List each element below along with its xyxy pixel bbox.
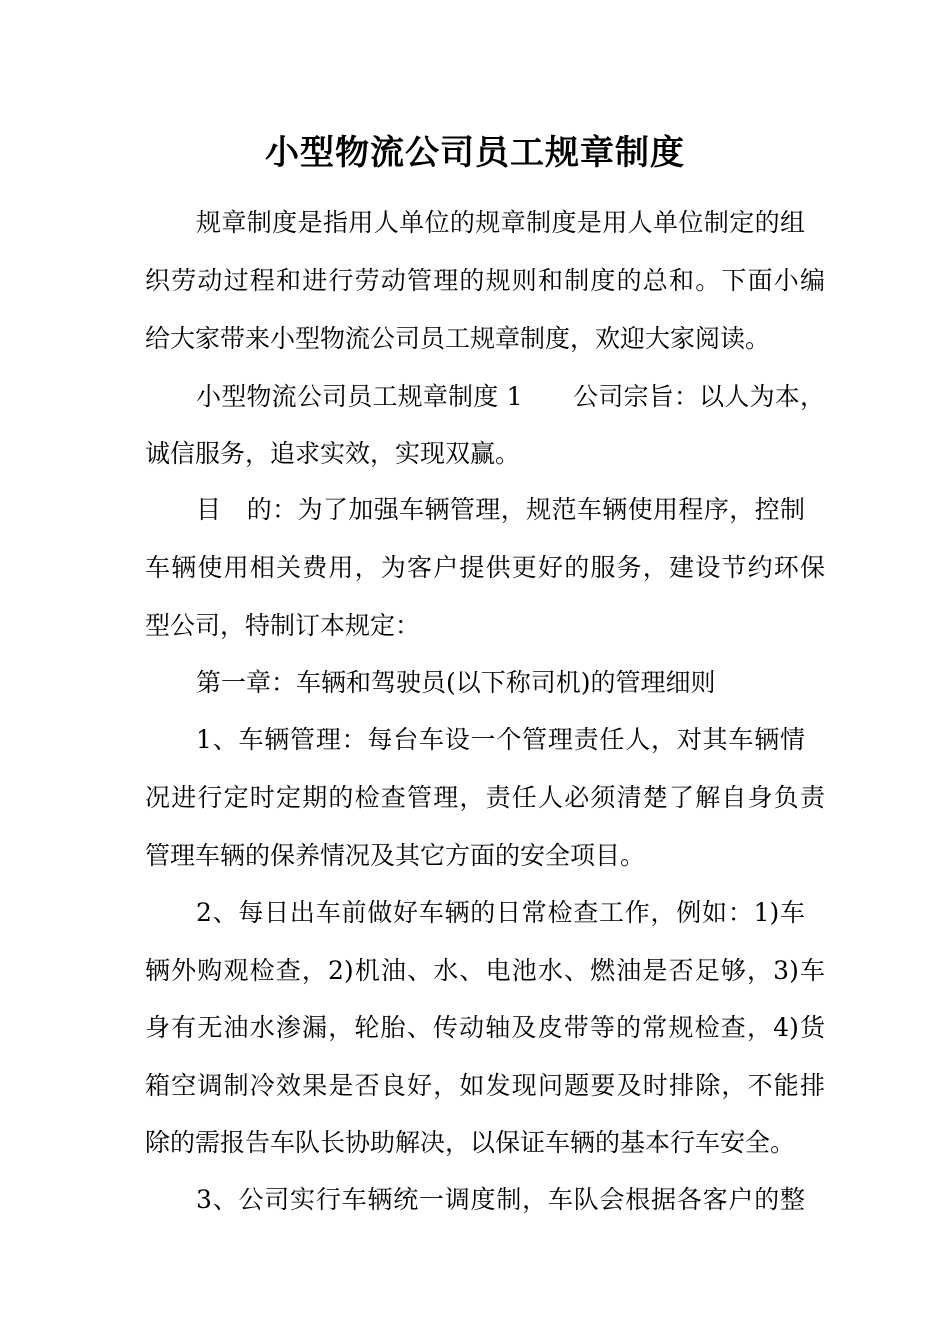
paragraph-line: 除的需报告车队长协助解决，以保证车辆的基本行车安全。 — [145, 1128, 796, 1157]
paragraph-line: 目 的：为了加强车辆管理，规范车辆使用程序，控制 — [196, 495, 805, 524]
paragraph-line: 身有无油水渗漏，轮胎、传动轴及皮带等的常规检查，4)货 — [145, 1013, 825, 1042]
paragraph-line: 2、每日出车前做好车辆的日常检查工作，例如：1)车 — [196, 898, 805, 927]
paragraph-line: 小型物流公司员工规章制度 1 公司宗旨：以人为本， — [196, 382, 825, 411]
paragraph-line: 3、公司实行车辆统一调度制，车队会根据各客户的整 — [196, 1185, 805, 1214]
paragraph-line: 织劳动过程和进行劳动管理的规则和制度的总和。下面小编 — [145, 266, 825, 295]
paragraph-line: 辆外购观检查，2)机油、水、电池水、燃油是否足够，3)车 — [145, 956, 825, 985]
document-title: 小型物流公司员工规章制度 — [265, 133, 685, 173]
paragraph-line: 况进行定时定期的检查管理，责任人必须清楚了解自身负责 — [145, 783, 825, 812]
paragraph-line: 1、车辆管理：每台车设一个管理责任人，对其车辆情 — [196, 725, 805, 754]
chapter-heading: 第一章：车辆和驾驶员(以下称司机)的管理细则 — [196, 668, 716, 697]
paragraph-line: 诚信服务，追求实效，实现双赢。 — [145, 439, 521, 468]
paragraph-line: 规章制度是指用人单位的规章制度是用人单位制定的组 — [196, 208, 805, 237]
paragraph-line: 管理车辆的保养情况及其它方面的安全项目。 — [145, 841, 646, 870]
paragraph-line: 箱空调制冷效果是否良好，如发现问题要及时排除，不能排 — [145, 1071, 825, 1100]
paragraph-line: 给大家带来小型物流公司员工规章制度，欢迎大家阅读。 — [145, 324, 771, 353]
paragraph-line: 车辆使用相关费用，为客户提供更好的服务，建设节约环保 — [145, 553, 825, 582]
paragraph-line: 型公司，特制订本规定： — [145, 611, 421, 640]
